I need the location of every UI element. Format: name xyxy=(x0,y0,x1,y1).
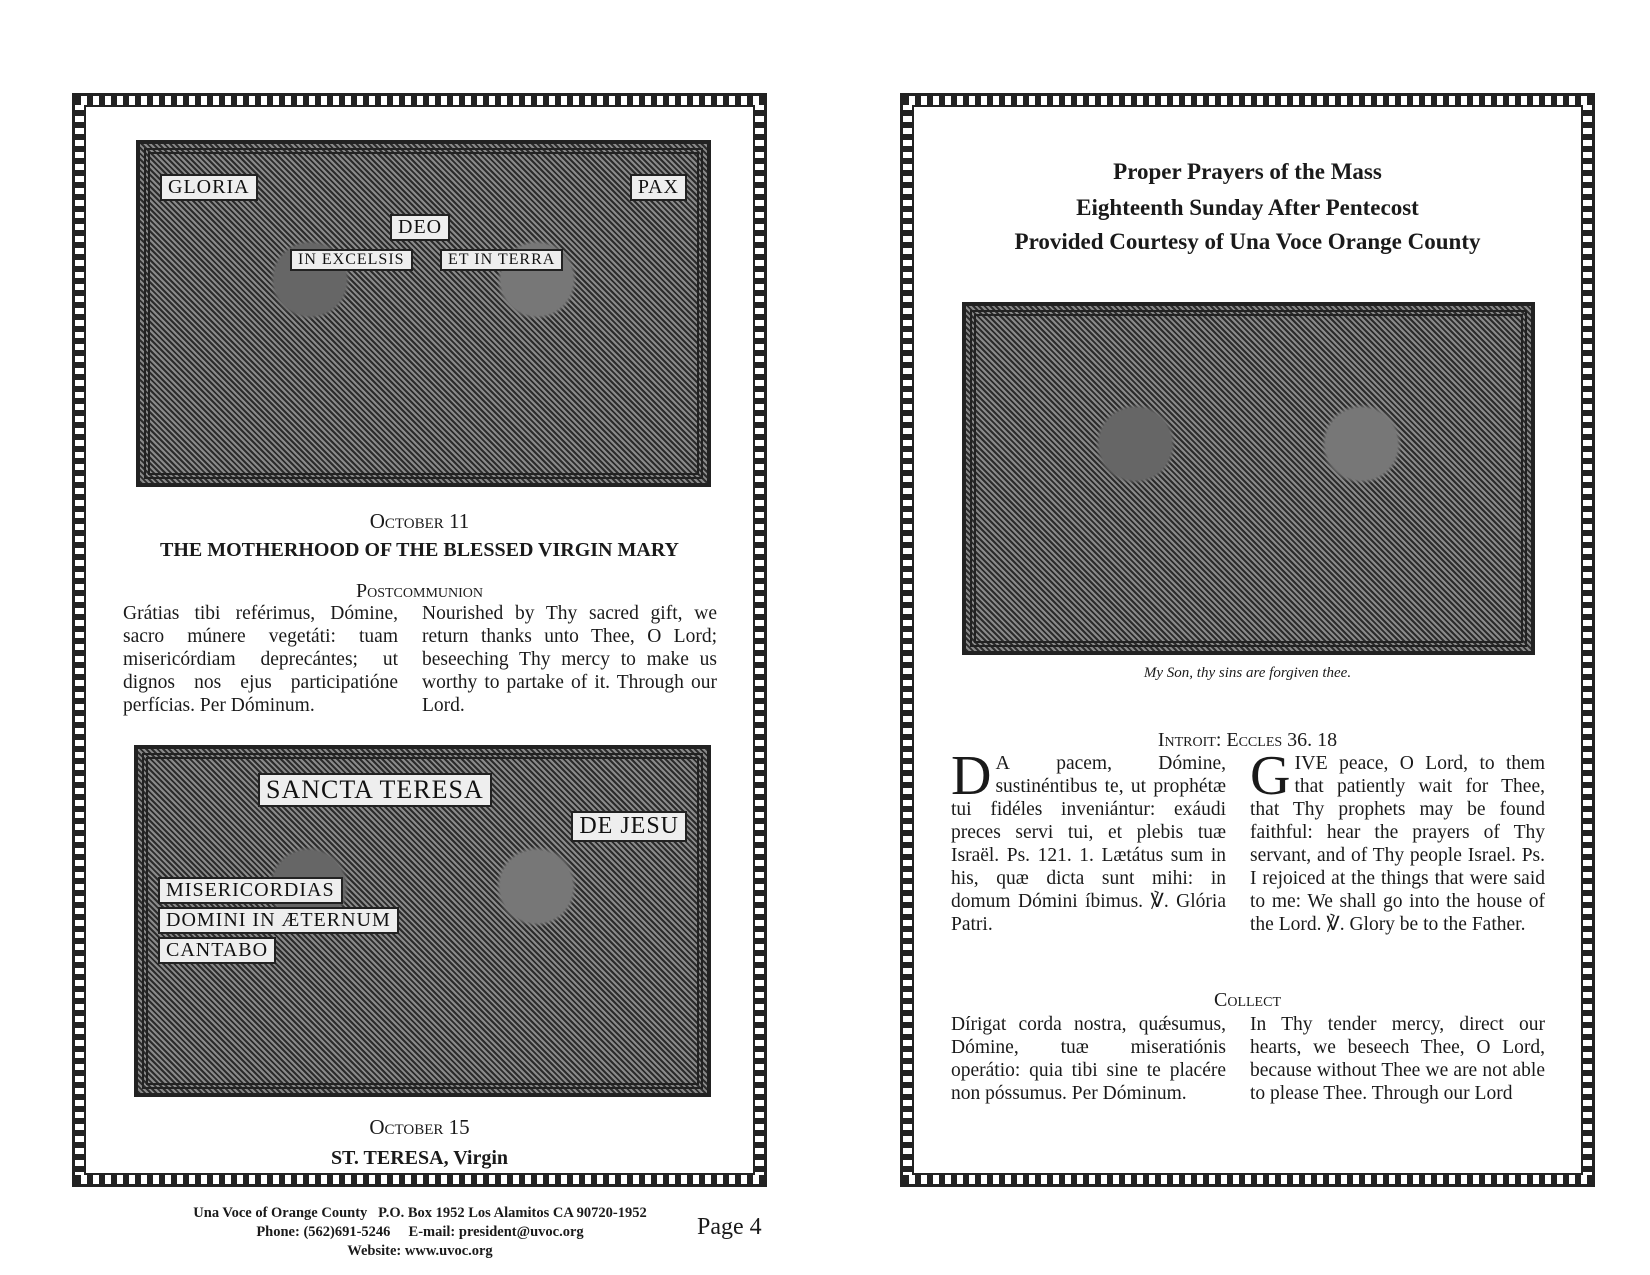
image-lettering: DOMINI IN ÆTERNUM xyxy=(158,907,399,934)
english-body: peace, O Lord, to them that patiently wait for Thee, that Thy prophets may be found faithful: hear the prayers of Thy servant, and of Thy people Israel. Ps. I rejoiced at the things that were said to me: We shall go into the house of the Lord. ℣. Glory be to the Father. xyxy=(1250,753,1545,935)
section-heading: Collect xyxy=(1214,989,1281,1011)
image-lettering: DE JESU xyxy=(571,811,687,842)
st-teresa-illustration xyxy=(134,745,711,1097)
left-page xyxy=(84,105,755,1175)
image-lettering: IN EXCELSIS xyxy=(290,249,413,271)
feast-title: ST. TERESA, Virgin xyxy=(330,1147,509,1169)
healing-paralytic-illustration xyxy=(962,302,1535,655)
feast-date: October 11 xyxy=(369,509,470,533)
initial-caps: A xyxy=(995,752,1010,774)
latin-text: Grátias tibi reférimus, Dómine, sacro múnere vegetáti: tuam misericórdiam deprecántes; ut dignos nos ejus participatióne perfícias. Per Dóminum. xyxy=(123,603,398,716)
page-title: Proper Prayers of the Mass xyxy=(1113,159,1382,184)
image-lettering: CANTABO xyxy=(158,937,276,964)
footer-contact xyxy=(150,1204,690,1261)
feast-date: October 15 xyxy=(369,1115,470,1139)
page-subtitle: Eighteenth Sunday After Pentecost xyxy=(1076,195,1419,220)
initial-caps: IVE xyxy=(1294,752,1328,774)
footer-website: Website: www.uvoc.org xyxy=(347,1243,493,1259)
right-page xyxy=(912,105,1583,1175)
english-text: In Thy tender mercy, direct our hearts, we beseech Thee, O Lord, because without Thee we are not able to please Thee. Through our Lord xyxy=(1250,1014,1545,1104)
nativity-illustration xyxy=(136,140,711,487)
latin-text xyxy=(951,745,1226,936)
footer-address: Una Voce of Orange County P.O. Box 1952 Los Alamitos CA 90720-1952 xyxy=(193,1205,647,1221)
left-page-border xyxy=(72,93,767,1187)
section-heading: Introit: Eccles 36. 18 xyxy=(1157,729,1338,751)
page-number: Page 4 xyxy=(697,1214,762,1240)
footer-phone-email: Phone: (562)691-5246 E-mail: president@uvoc.org xyxy=(256,1224,584,1240)
image-lettering: ET IN TERRA xyxy=(440,249,563,271)
latin-body: pacem, Dómine, sustinéntibus te, ut prophétæ tui fidéles inveniántur: exáudi preces servi tui, et plebis tuæ Israël. Ps. 121. 1. Lætátus sum in his, quæ dicta sunt mihi: in domum Dómini íbimus. ℣. Glória Patri. xyxy=(951,753,1226,935)
page-credit: Provided Courtesy of Una Voce Orange County xyxy=(1014,229,1481,254)
right-page-border xyxy=(900,93,1595,1187)
latin-text: Dírigat corda nostra, quǽsumus, Dómine, tuæ miseratiónis operátio: quia tibi sine te placére non póssumus. Per Dóminum. xyxy=(951,1014,1226,1104)
image-lettering: SANCTA TERESA xyxy=(258,773,492,807)
section-heading: Postcommunion xyxy=(355,580,484,602)
drop-cap: G xyxy=(1250,745,1291,807)
english-text: Nourished by Thy sacred gift, we return thanks unto Thee, O Lord; beseeching Thy mercy to make us worthy to partake of it. Through our Lord. xyxy=(422,603,717,716)
drop-cap: D xyxy=(951,745,992,807)
image-lettering: GLORIA xyxy=(160,174,258,201)
image-lettering: DEO xyxy=(390,214,450,241)
image-lettering: MISERICORDIAS xyxy=(158,877,343,904)
illustration-caption: My Son, thy sins are forgiven thee. xyxy=(1143,665,1352,681)
english-text xyxy=(1250,745,1545,936)
feast-title: THE MOTHERHOOD OF THE BLESSED VIRGIN MARY xyxy=(159,539,679,561)
image-lettering: PAX xyxy=(630,174,687,201)
